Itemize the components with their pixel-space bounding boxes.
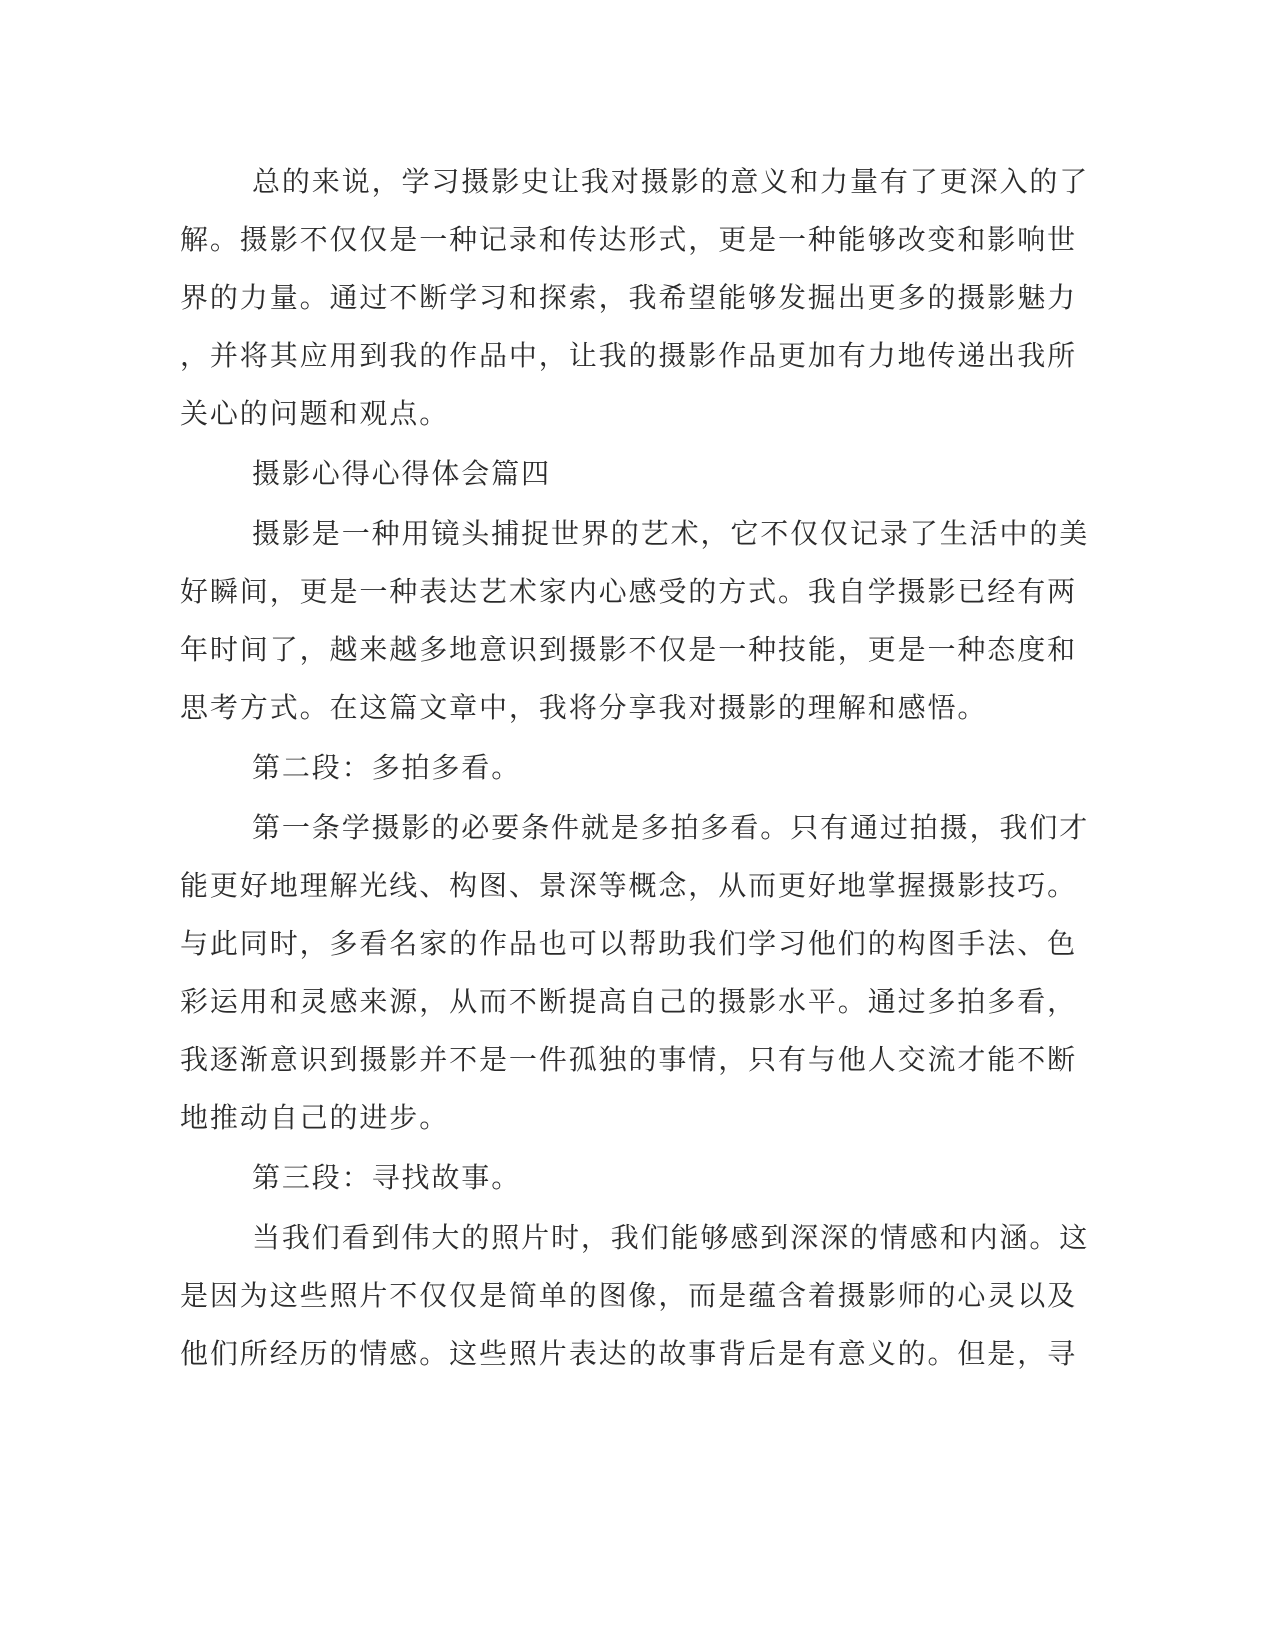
text-line: 是因为这些照片不仅仅是简单的图像，而是蕴含着摄影师的心灵以及 bbox=[180, 1279, 1078, 1312]
text-line: 摄影是一种用镜头捕捉世界的艺术，它不仅仅记录了生活中的美 bbox=[252, 517, 1090, 550]
text-line: 地推动自己的进步。 bbox=[180, 1101, 450, 1134]
text-line: 年时间了，越来越多地意识到摄影不仅是一种技能，更是一种态度和 bbox=[180, 633, 1078, 666]
text-line: 好瞬间，更是一种表达艺术家内心感受的方式。我自学摄影已经有两 bbox=[180, 575, 1078, 608]
text-line: 能更好地理解光线、构图、景深等概念，从而更好地掌握摄影技巧。 bbox=[180, 869, 1078, 902]
text-line: 第一条学摄影的必要条件就是多拍多看。只有通过拍摄，我们才 bbox=[252, 811, 1090, 844]
text-line: 关心的问题和观点。 bbox=[180, 397, 450, 430]
section-heading: 摄影心得心得体会篇四 bbox=[252, 457, 552, 490]
text-line: 他们所经历的情感。这些照片表达的故事背后是有意义的。但是，寻 bbox=[180, 1337, 1078, 1370]
text-line: 当我们看到伟大的照片时，我们能够感到深深的情感和内涵。这 bbox=[252, 1221, 1090, 1254]
section-subheading: 第三段：寻找故事。 bbox=[252, 1161, 522, 1194]
text-line: 总的来说，学习摄影史让我对摄影的意义和力量有了更深入的了 bbox=[252, 165, 1090, 198]
text-line: 我逐渐意识到摄影并不是一件孤独的事情，只有与他人交流才能不断 bbox=[180, 1043, 1078, 1076]
text-line: 彩运用和灵感来源，从而不断提高自己的摄影水平。通过多拍多看， bbox=[180, 985, 1078, 1018]
text-line: 界的力量。通过不断学习和探索，我希望能够发掘出更多的摄影魅力 bbox=[180, 281, 1078, 314]
section-subheading: 第二段：多拍多看。 bbox=[252, 751, 522, 784]
text-line: 解。摄影不仅仅是一种记录和传达形式，更是一种能够改变和影响世 bbox=[180, 223, 1078, 256]
text-line: ，并将其应用到我的作品中，让我的摄影作品更加有力地传递出我所 bbox=[180, 339, 1078, 372]
text-line: 与此同时，多看名家的作品也可以帮助我们学习他们的构图手法、色 bbox=[180, 927, 1078, 960]
text-line: 思考方式。在这篇文章中，我将分享我对摄影的理解和感悟。 bbox=[180, 691, 988, 724]
